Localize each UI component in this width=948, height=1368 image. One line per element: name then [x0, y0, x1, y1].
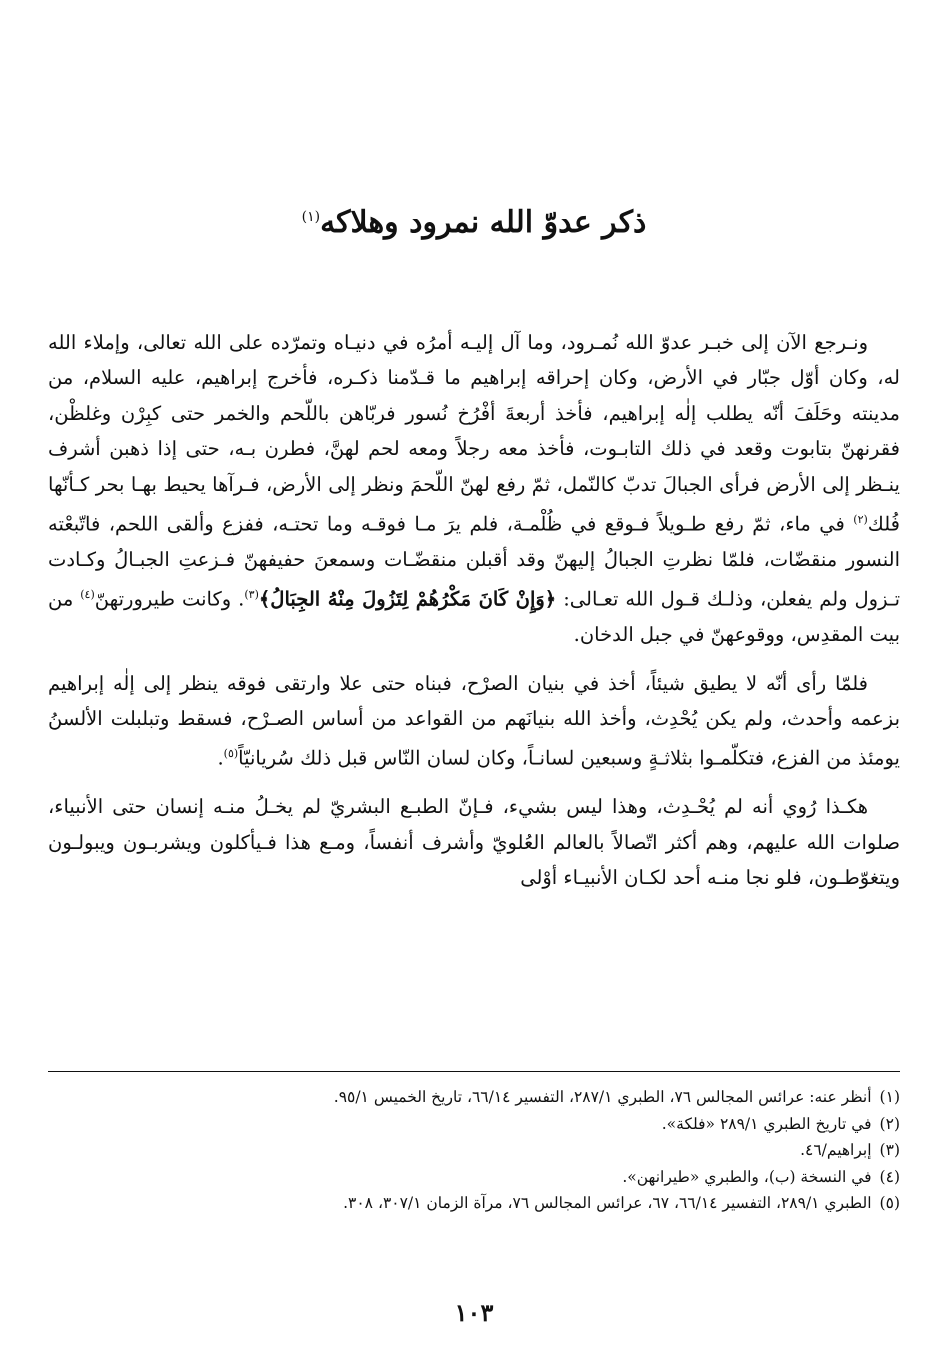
page-title: [0, 192, 948, 248]
paragraph-1-text-c: . وكانت طيرورتهنّ: [94, 587, 245, 611]
footnote-text: أنظر عنه: عرائس المجالس ٧٦، الطبري ٢٨٧/١، التفسير ٦٦/١٤، تاريخ الخميس ٩٥/١.: [333, 1088, 872, 1106]
footnote-1: [48, 1084, 900, 1111]
footnote-number: (٢): [879, 1114, 900, 1133]
footnote-number: (١): [879, 1088, 900, 1106]
title-footnote-marker: (١): [301, 209, 321, 226]
paragraph-2-text-b: .: [217, 746, 224, 770]
footnote-ref-4: (٤): [80, 588, 95, 602]
page-number: ١٠٣: [454, 1298, 494, 1327]
paragraph-2-text-a: فلمّا رأى أنّه لا يطيق شيئاً، أخذ في بنيان الصرْح، فبناه حتى علا وارتقى فوقه ينظر إلى إلٰه إبراهيم بزعمه وأحدث، ولم يكن يُحْدِث، وأخذ الله بنيانَهم من القواعد من أساس الصـرْح، فسقط وتبلبلت الألسنُ يومئذ من الفزع، فتكلّمـوا بثلاثـةٍ وسبعين لسانـاً، وكان لسان النّاس قبل ذلك سُريانيّاً: [48, 671, 900, 770]
footnote-2: [48, 1111, 900, 1138]
footnote-ref-3: (٣): [244, 588, 259, 602]
paragraph-1-text-d: من بيت المقدِس، ووقوعهنّ في جبل الدخان.: [48, 587, 900, 647]
footnote-3: [48, 1137, 900, 1164]
footnote-ref-5: (٥): [223, 747, 239, 761]
footnote-number: (٣): [879, 1141, 900, 1160]
title-text: ذكر عدوّ الله نمرود وهلاكه: [320, 205, 647, 241]
paragraph-1-text-a: ونـرجع الآن إلى خبـر عدوّ الله نُمـرود، وما آل إليـه أمرُه في دنيـاه وتمرّده على الله تعالى، وإملاء الله له، وكان أوّل جبّار في الأرض، وكان إحراقه إبراهيم ما قـدّمنا ذكـره، فأخرج إبراهيم، عليه السلام، من مدينته وحَلَفَ أنّه يطلب إلٰه إبراهيم، فأخذ أربعةَ أفْرُخ نُسور فربّاهن باللّحم والخمر حتى كبِرْن وغلظْن، فقرنهنّ بتابوت وقعد في ذلك التابـوت، فأخذ معه رجلاً ومعه لحم لهنَّ، فطرن بـه، حتى إذا ذهبن أشرف ينـظر إلى الأرض فرأى الجبالَ تدبّ كالنّمل، ثمّ رفع لهنّ اللّحمَ ونظر إلى الأرض، فـرآها يحيط بهـا بحر كـأنّها فُلك: [48, 331, 900, 536]
footnote-4: [48, 1164, 900, 1191]
footnote-number: (٤): [879, 1167, 900, 1186]
quran-verse: ﴿وَإِنْ كَانَ مَكْرُهُمْ لِتَزُولَ مِنْهُ الجِبَالُ﴾: [258, 587, 557, 611]
paragraph-1-text-b: في ماء، ثمّ رفع طـويلاً فـوقع في ظُلْمـة، فلم يرَ مـا فوقـه وما تحتـه، ففزع وألقى اللحم، فاتّبعْته النسور منقضّات، فلمّا نظرتِ الجبالُ إليهنّ وقد أقبلن منقضّـات وسمعنَ حفيفهنّ فـزعتِ الجبـالُ وكـادت تـزول ولم يفعلن، وذلـك قـول الله تعـالى:: [48, 512, 900, 611]
footnote-ref-2: (٢): [853, 513, 868, 527]
paragraph-2: [48, 666, 900, 777]
footnote-text: الطبري ٢٨٩/١، التفسير ٦٦/١٤، ٦٧، عرائس المجالس ٧٦، مرآة الزمان ٣٠٧/١، ٣٠٨.: [343, 1194, 872, 1213]
paragraph-1: [48, 325, 900, 653]
footnote-number: (٥): [879, 1194, 900, 1213]
footnote-text: في النسخة (ب)، والطبري «طيرانهن».: [622, 1167, 872, 1186]
footnote-text: إبراهيم/٤٦.: [800, 1141, 872, 1160]
footnote-5: [48, 1190, 900, 1217]
paragraph-3: هكـذا رُوي أنه لم يُحْـدِث، وهذا ليس بشيء، فـإنّ الطبـع البشريّ لم يخـلُ منـه إنسان حتى الأنبياء، صلوات الله عليهم، وهم أكثر اتّصالاً بالعالم العُلويّ وأشرف أنفساً، ومـع هذا فـيأكلون ويشربـون ويبولـون ويتغوّطـون، فلو نجا منـه أحد لكـان الأنبيـاء أوْلى: [48, 795, 900, 890]
footnote-text: في تاريخ الطبري ٢٨٩/١ «فلكة».: [661, 1114, 872, 1133]
footnote-divider: [48, 1071, 900, 1072]
footnotes: [48, 1084, 900, 1217]
body-text: [48, 325, 900, 896]
